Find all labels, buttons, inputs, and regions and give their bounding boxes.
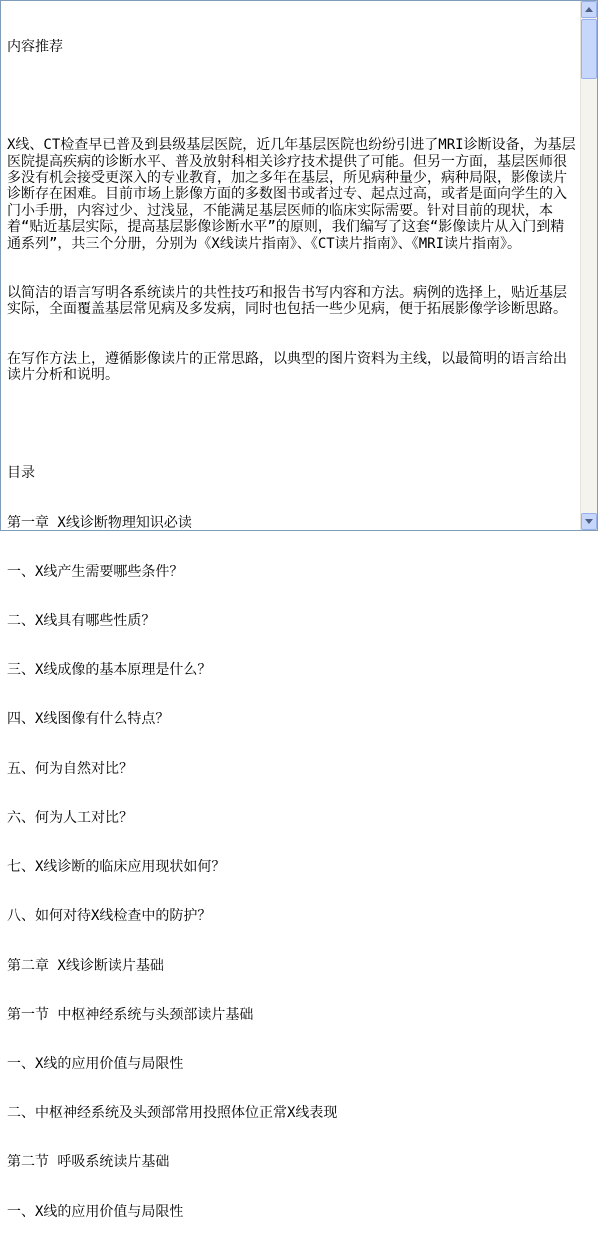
scrollbar-thumb[interactable] xyxy=(581,19,597,79)
toc-heading: 目录 xyxy=(7,465,35,482)
arrow-down-icon xyxy=(585,519,593,524)
scroll-down-button[interactable] xyxy=(581,513,597,530)
toc-item: 第二章 X线诊断读片基础 xyxy=(7,957,164,974)
section-heading: 内容推荐 xyxy=(7,38,63,55)
toc-item: 八、如何对待X线检查中的防护？ xyxy=(7,908,212,925)
blank-line xyxy=(7,416,577,432)
paragraph: X线、CT检查早已普及到县级基层医院，近几年基层医院也纷纷引进了MRI诊断设备，为基层医院提高疾病的诊断水平、普及放射科相关诊疗技术提供了可能。但另一方面，基层医师很多没有机会接受更深入的专业教育，加之多年在基层，所见病种量少，病种局限，影像读片诊断存在困难。目前市场上影像方面的多数图书或者过专、起点过高，或者是面向学生的入门小手册，内容过少、过浅显，不能满足基层医师的临床实际需要。针对目前的现状，本着“贴近基层实际，提高基层影像诊断水平”的原则，我们编写了这套“影像读片从入门到精通系列”，共三个分册，分别为《X线读片指南》、《CT读片指南》、《MRI读片指南》。 xyxy=(7,137,576,252)
toc-item: 七、X线诊断的临床应用现状如何？ xyxy=(7,859,226,876)
toc-item: 一、X线的应用价值与局限性 xyxy=(7,1055,184,1072)
toc-item: 二、中枢神经系统及头颈部常用投照体位正常X线表现 xyxy=(7,1105,338,1122)
toc-item: 第一节 中枢神经系统与头颈部读片基础 xyxy=(7,1006,254,1023)
toc-item: 一、X线产生需要哪些条件？ xyxy=(7,563,184,580)
paragraph: 以简洁的语言写明各系统读片的共性技巧和报告书写内容和方法。病例的选择上，贴近基层实际，全面覆盖基层常见病及多发病，同时也包括一些少见病，便于拓展影像学诊断思路。 xyxy=(7,284,567,318)
toc-item: 二、X线具有哪些性质？ xyxy=(7,613,156,629)
scroll-up-button[interactable] xyxy=(581,1,597,18)
toc-item: 第二节 呼吸系统读片基础 xyxy=(7,1154,170,1171)
text-content[interactable] xyxy=(1,1,581,1220)
toc-item: 第一章 X线诊断物理知识必读 xyxy=(7,514,192,531)
toc-item: 一、X线的应用价值与局限性 xyxy=(7,1203,184,1220)
vertical-scrollbar[interactable] xyxy=(580,1,597,530)
toc-item: 五、何为自然对比？ xyxy=(7,760,133,777)
toc-item: 四、X线图像有什么特点？ xyxy=(7,711,170,728)
blank-line xyxy=(7,88,577,104)
paragraph: 在写作方法上，遵循影像读片的正常思路，以典型的图片资料为主线，以最简明的语言给出读片分析和说明。 xyxy=(7,350,567,383)
toc-item: 六、何为人工对比？ xyxy=(7,809,133,826)
arrow-up-icon xyxy=(585,7,593,12)
toc-item: 三、X线成像的基本原理是什么？ xyxy=(7,662,212,679)
